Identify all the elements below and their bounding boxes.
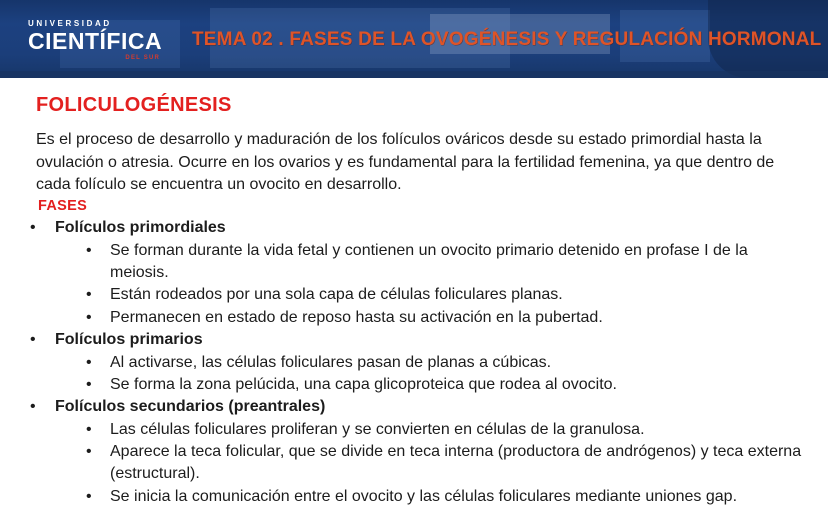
list-item-primordiales	[36, 217, 804, 329]
sub-list-item: • Se forman durante la vida fetal y contienen un ovocito primario detenido en profase I de la meiosis.	[86, 240, 804, 285]
list-item-title: • Folículos secundarios (preantrales)	[36, 396, 804, 418]
phases-list	[36, 217, 804, 508]
fases-label: FASES	[38, 198, 88, 215]
sub-list-item: • Se forma la zona pelúcida, una capa glicoproteica que rodea al ovocito.	[86, 374, 804, 396]
sub-list-item: • Se inicia la comunicación entre el ovocito y las células foliculares mediante uniones gap.	[86, 486, 804, 508]
sub-list-item: • Están rodeados por una sola capa de células foliculares planas.	[86, 284, 804, 306]
university-logo	[28, 20, 162, 61]
list-item-primarios	[36, 329, 804, 396]
sub-list-item: • Permanecen en estado de reposo hasta su activación en la pubertad.	[86, 307, 804, 329]
list-item-title: • Folículos primordiales	[36, 217, 804, 239]
slide-body	[0, 78, 828, 508]
sub-list-item: • Al activarse, las células foliculares pasan de planas a cúbicas.	[86, 352, 804, 374]
logo-cientifica-text: CIENTÍFICA	[28, 28, 163, 54]
sub-list	[36, 240, 804, 330]
photo-fence-shape	[0, 71, 828, 78]
sub-list	[36, 352, 804, 397]
sub-list-item: • Las células foliculares proliferan y se convierten en células de la granulosa.	[86, 419, 804, 441]
slide-header	[0, 0, 828, 78]
page-title: FOLICULOGÉNESIS	[36, 94, 232, 116]
intro-paragraph: Es el proceso de desarrollo y maduración de los folículos ováricos desde su estado primordial hasta la ovulación o atresia. Ocurre en los ovarios y es fundamental para la fertilidad femenina, ya que dentro de cada folículo se encuentra un ovocito en desarrollo.	[36, 131, 775, 194]
logo-universidad-text: UNIVERSIDAD	[28, 19, 112, 28]
list-item-secundarios	[36, 396, 804, 508]
list-item-title: • Folículos primarios	[36, 329, 804, 351]
slide-title: TEMA 02 . FASES DE LA OVOGÉNESIS Y REGULACIÓN HORMONAL	[192, 29, 822, 50]
logo-del-sur-text: DEL SUR	[125, 55, 161, 61]
sub-list-item: • Aparece la teca folicular, que se divide en teca interna (productora de andrógenos) y teca externa (estructural).	[86, 441, 804, 486]
sub-list	[36, 419, 804, 508]
